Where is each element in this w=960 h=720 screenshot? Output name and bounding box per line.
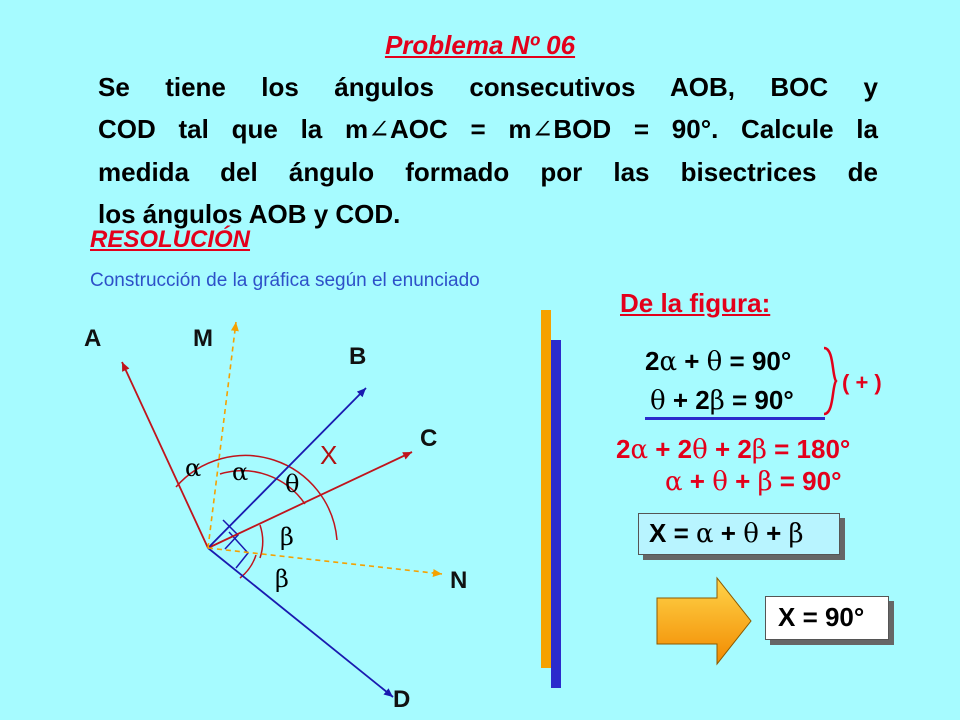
eq-text: = 180° (766, 434, 851, 464)
statement-text: COD tal que la m (98, 114, 369, 144)
eq-text: + (677, 346, 707, 376)
label-x: X (320, 440, 338, 470)
sum-label: ( + ) (842, 370, 882, 395)
eq-text: + (727, 466, 758, 496)
statement-line-4: los ángulos AOB y COD. (98, 199, 401, 229)
resolution-heading: RESOLUCIÓN (90, 226, 251, 253)
statement-text: BOD = 90°. Calcule la (553, 114, 878, 144)
x-expression-box (638, 513, 840, 555)
alpha-symbol: α (665, 467, 683, 497)
equation-sum (616, 434, 850, 465)
statement-text: AOC = m (389, 114, 532, 144)
label-b: B (349, 343, 367, 370)
beta-angle-1: β (280, 523, 294, 551)
divider-bar-blue (551, 340, 561, 688)
problem-title: Problema Nº 06 (384, 30, 576, 60)
alpha-symbol: α (659, 347, 678, 377)
solution-heading: De la figura: (620, 288, 771, 318)
label-c: C (420, 425, 438, 452)
eq-text: + 2 (665, 385, 710, 415)
eq-text: = 90° (724, 385, 794, 415)
eq-text: + (682, 466, 713, 496)
bisector-om (208, 322, 236, 548)
eq-text: = 90° (722, 346, 792, 376)
sum-underline (645, 417, 825, 420)
alpha-angle-2: α (232, 458, 249, 486)
label-a: A (84, 325, 102, 352)
sum-brace (822, 346, 838, 416)
eq-text: + 2 (707, 434, 752, 464)
label-d: D (393, 686, 411, 713)
theta-symbol: θ (712, 467, 728, 497)
x-expression (649, 518, 804, 549)
beta-symbol: β (751, 435, 767, 465)
eq-text: 2 (616, 434, 631, 464)
eq-text: + (758, 518, 789, 548)
theta-symbol: θ (743, 519, 759, 549)
eq-text: X = (649, 518, 696, 548)
alpha-angle-1: α (185, 454, 202, 482)
alpha-symbol: α (695, 519, 714, 549)
equation-1 (645, 346, 791, 377)
statement-line-3: medida del ángulo formado por las bisectrices de (98, 157, 878, 187)
divider-bar-orange (541, 310, 551, 668)
beta-symbol: β (757, 467, 773, 497)
theta-angle: θ (285, 470, 300, 498)
theta-symbol: θ (692, 435, 708, 465)
eq-text: = 90° (772, 466, 842, 496)
arc-beta-2 (240, 555, 256, 578)
bisector-on (208, 548, 442, 574)
answer-box (765, 596, 889, 640)
angle-symbol: ∠ (531, 115, 554, 145)
eq-text: + (713, 518, 744, 548)
answer-text: X = 90° (778, 602, 865, 632)
arc-beta-1 (260, 525, 263, 558)
beta-symbol: β (709, 386, 725, 416)
theta-symbol: θ (650, 386, 666, 416)
eq-text: 2 (645, 346, 660, 376)
label-m: M (193, 325, 213, 352)
alpha-symbol: α (630, 435, 649, 465)
equation-2 (650, 385, 794, 416)
ray-od (208, 548, 393, 697)
equation-simplified (665, 466, 841, 497)
arrow-right-icon (655, 576, 755, 666)
label-n: N (450, 567, 468, 594)
theta-symbol: θ (706, 347, 723, 377)
eq-text: + 2 (648, 434, 693, 464)
beta-symbol: β (788, 519, 804, 549)
construction-subtitle: Construcción de la gráfica según el enunciado (90, 270, 480, 291)
beta-angle-2: β (275, 565, 289, 593)
angle-symbol: ∠ (368, 115, 390, 145)
statement-line-1: Se tiene los ángulos consecutivos AOB, BOC y (98, 72, 878, 102)
